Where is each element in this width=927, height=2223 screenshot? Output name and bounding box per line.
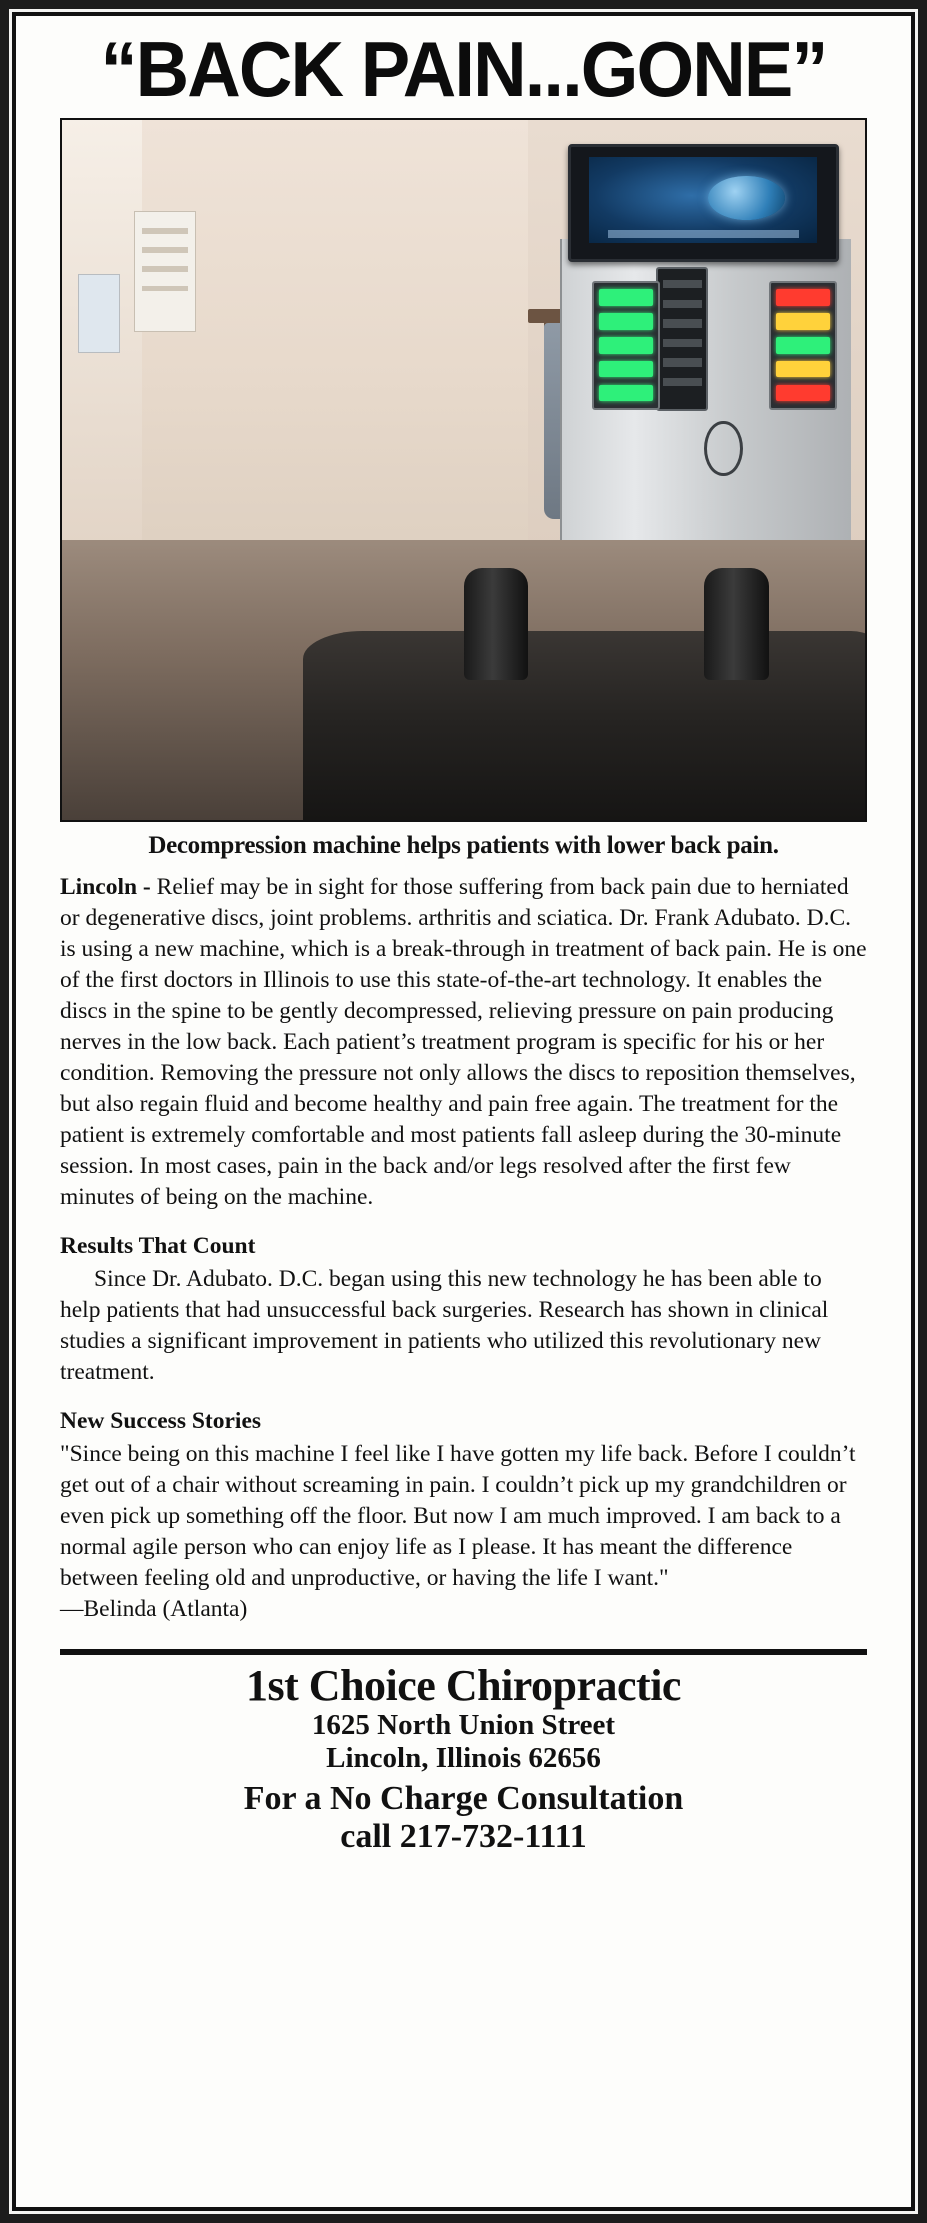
machine-vent <box>656 267 708 411</box>
lead-text: Relief may be in sight for those suffering from back pain due to herniated or degenerative discs, joint problems. arthritis and sciatica. Dr. Frank Adubato. D.C. is using a new machine, which is a break-through in treatment of back pain. He is one of the first doctors in Illinois to use this state-of-the-art technology. It enables the discs in the spine to be gently decompressed, relieving pressure on pain producing nerves in the low back. Each patient’s treatment program is specific for his or her condition. Removing the pressure not only allows the discs to reposition themselves, but also regain fluid and become healthy and pain free again. The treatment for the patient is extremely comfortable and most patients fall asleep during the 30-minute session. In most cases, pain in the back and/or legs resolved after the first few minutes of being on the machine. <box>60 873 867 1210</box>
led-panel-right <box>769 281 837 410</box>
screen-text <box>608 230 799 238</box>
ad-frame <box>12 12 915 2211</box>
window <box>78 274 120 353</box>
wall-poster <box>134 211 196 332</box>
clinic-photo <box>62 120 865 820</box>
table-bolster <box>464 568 528 680</box>
globe-graphic <box>708 176 785 221</box>
address-line-1: 1625 North Union Street <box>311 1709 616 1742</box>
lead-paragraph <box>60 872 867 1213</box>
phone-number[interactable]: call 217-732-1111 <box>340 1817 587 1855</box>
business-name: 1st Choice Chiropractic <box>246 1661 681 1711</box>
consultation-offer: For a No Charge Consultation <box>243 1780 684 1818</box>
section-heading: New Success Stories <box>60 1408 262 1434</box>
photo-caption: Decompression machine helps patients with lower back pain. <box>148 831 779 859</box>
monitor-screen <box>589 157 817 243</box>
section-heading: Results That Count <box>60 1232 256 1259</box>
photo-figure <box>60 118 867 822</box>
page-title: “BACK PAIN...GONE” <box>100 25 827 113</box>
section-text: Since Dr. Adubato. D.C. began using this new technology he has been able to help patients that had unsuccessful back surgeries. Research has shown in clinical studies a significant improvement in patients who utilized this revolutionary new treatment. <box>60 1265 829 1385</box>
led-panel-left <box>592 281 660 410</box>
monitor <box>568 144 839 262</box>
section-success-stories <box>60 1406 867 1625</box>
machine-handle <box>704 421 742 476</box>
address-line-2: Lincoln, Illinois 62656 <box>326 1741 601 1774</box>
table-bolster <box>704 568 768 680</box>
section-text: "Since being on this machine I feel like I have gotten my life back. Before I couldn’t get out of a chair without screaming in pain. I couldn’t pick up my grandchildren or even pick up something off the floor. But now I am much improved. I am back to a normal agile person who can enjoy life as I please. It has meant the difference between feeling old and unproductive, or having the life I want." <box>60 1441 856 1592</box>
advertiser-footer <box>60 1649 867 1855</box>
section-results <box>60 1231 867 1388</box>
article-body <box>60 872 867 1643</box>
treatment-table <box>303 631 867 820</box>
testimonial-attribution: —Belinda (Atlanta) <box>60 1596 248 1623</box>
dateline: Lincoln - <box>60 873 151 900</box>
